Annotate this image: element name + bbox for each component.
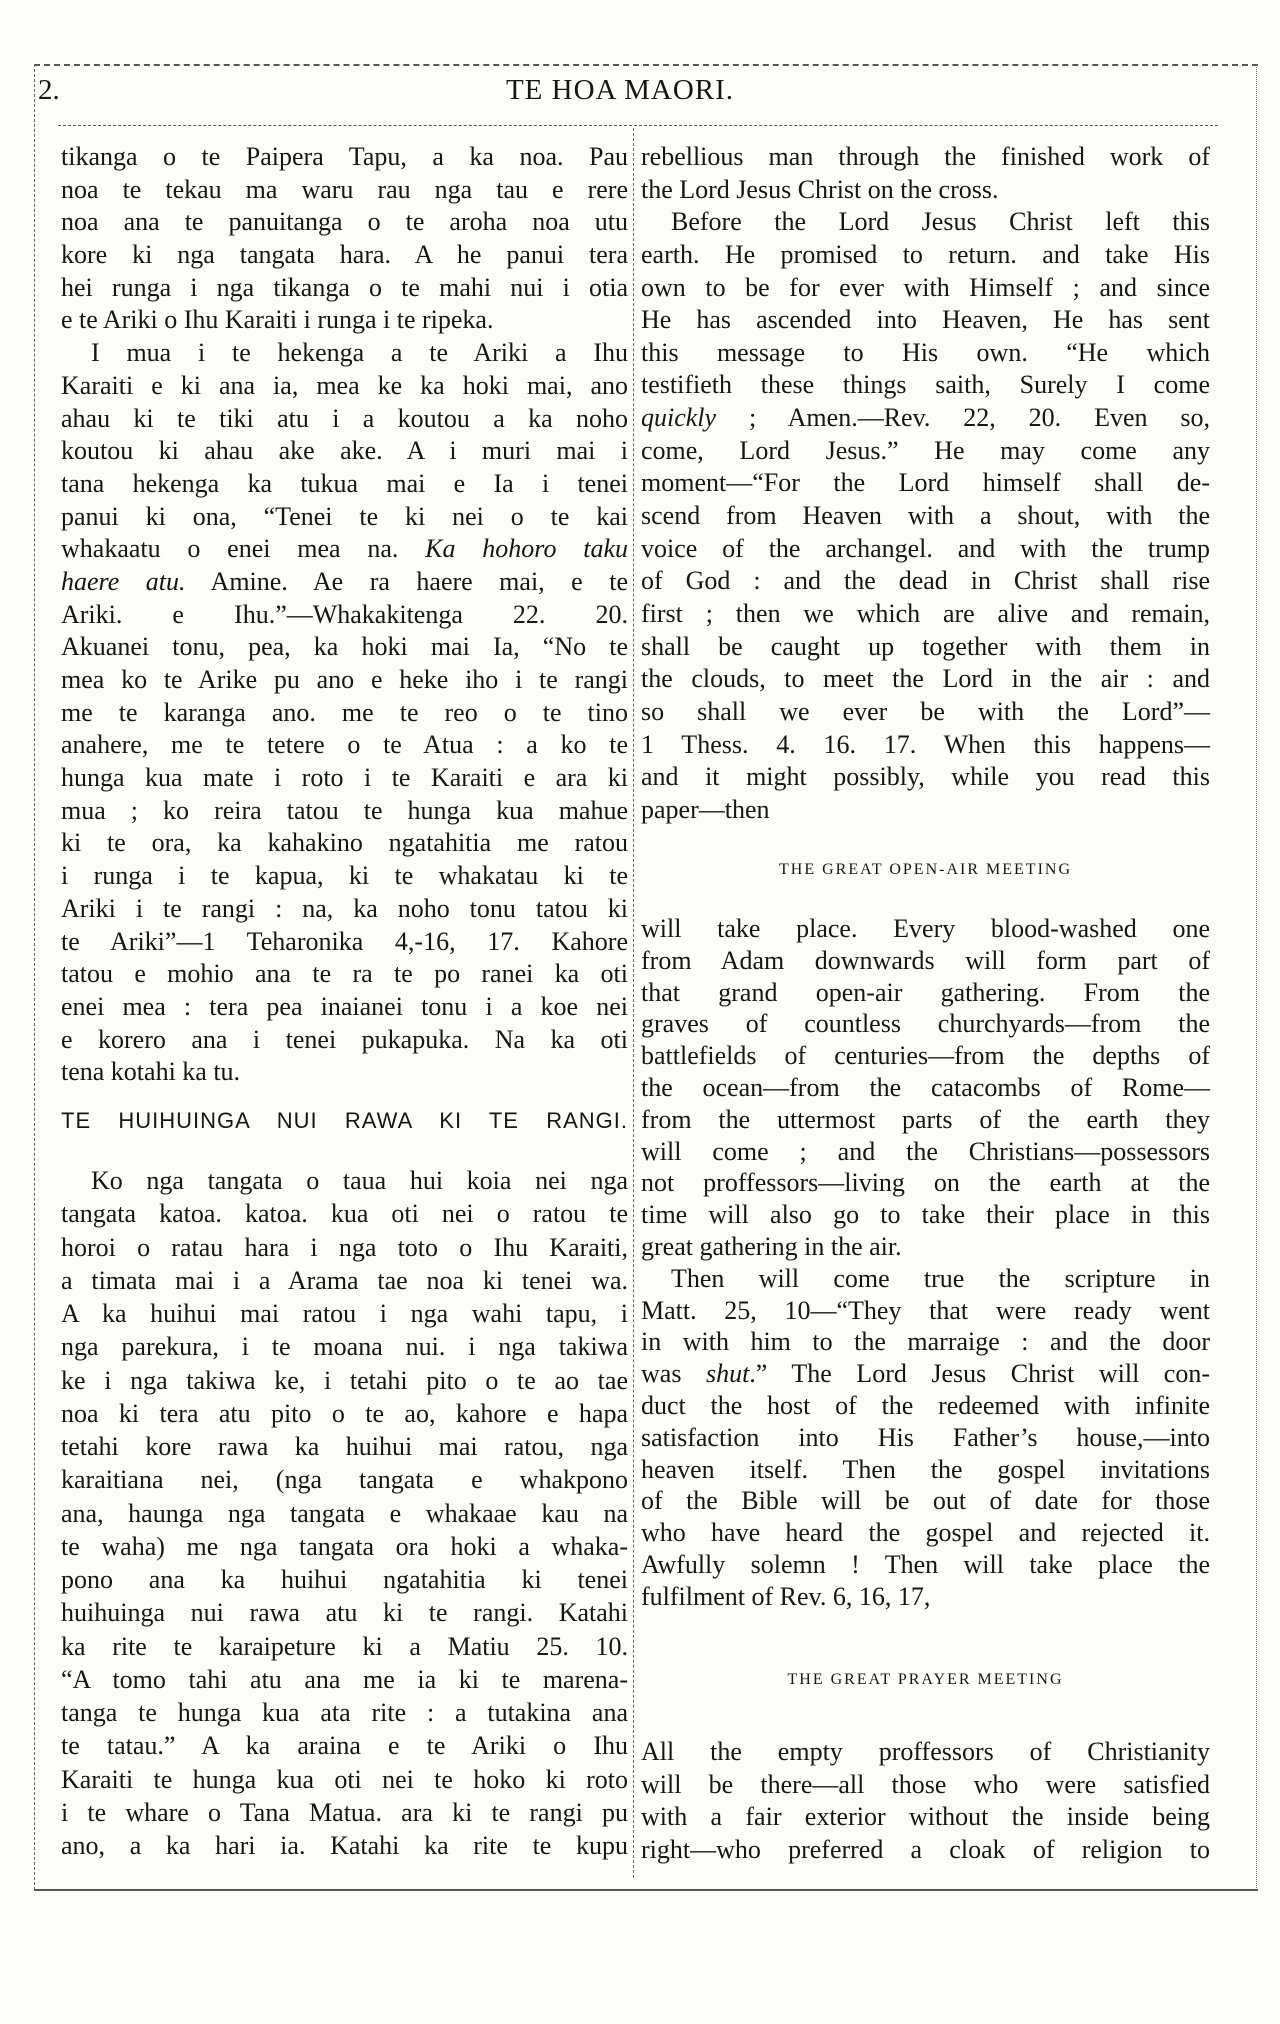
text-segment: voice of the archangel. and with the trump	[641, 533, 1210, 563]
text-line	[61, 1696, 628, 1729]
text-line	[641, 598, 1210, 631]
section-heading-open-air-meeting: THE GREAT OPEN-AIR MEETING	[778, 861, 1072, 878]
text-segment: “A tomo tahi atu ana me ia ki te marena-	[61, 1664, 628, 1694]
text-segment: in with him to the marraige : and the door	[641, 1327, 1210, 1357]
text-line	[641, 1072, 1210, 1104]
right-article-second-coming	[641, 141, 1210, 826]
text-line	[61, 631, 628, 664]
text-segment: enei mea : tera pea inaianei tonu i a koe nei	[61, 991, 628, 1021]
text-segment: i te whare o Tana Matua. ara ki te rangi pu	[61, 1797, 628, 1827]
text-segment: Akuanei tonu, pea, ka hoki mai Ia, “No te	[61, 632, 628, 662]
text-line	[641, 913, 1210, 945]
text-line	[641, 467, 1210, 500]
text-segment: karaitiana nei, (nga tangata e whakpono	[61, 1465, 628, 1495]
text-line	[61, 1497, 628, 1530]
text-line	[641, 729, 1210, 762]
text-segment: 1 Thess. 4. 16. 17. When this happens—	[641, 729, 1210, 759]
text-line	[641, 696, 1210, 729]
text-line	[61, 370, 628, 403]
text-line	[61, 1197, 628, 1230]
text-line	[641, 435, 1210, 468]
text-line	[641, 1136, 1210, 1168]
text-line	[61, 1829, 628, 1862]
text-line	[61, 795, 628, 828]
text-line	[641, 1104, 1210, 1136]
text-segment: i runga i te kapua, ki te whakatau ki te	[61, 861, 628, 891]
text-segment: hei runga i nga tikanga o te mahi nui i otia	[61, 272, 628, 302]
text-segment: was	[641, 1359, 706, 1389]
text-segment: A ka huihui mai ratou i nga wahi tapu, i	[61, 1299, 628, 1328]
text-segment: battlefields of centuries—from the depths of	[641, 1041, 1210, 1071]
page-number: 2.	[38, 74, 60, 106]
text-segment: Before the Lord Jesus Christ left this	[671, 207, 1210, 237]
text-line	[641, 1295, 1210, 1327]
text-segment: huihuinga nui rawa atu ki te rangi. Katahi	[61, 1598, 628, 1628]
text-segment: te tatau.” A ka araina e te Ariki o Ihu	[61, 1731, 628, 1761]
text-line	[641, 1358, 1210, 1390]
text-segment: scend from Heaven with a shout, with the	[641, 501, 1210, 531]
text-line	[61, 533, 628, 566]
text-segment: horoi o ratau hara i nga toto o Ihu Karaiti,	[61, 1232, 628, 1262]
text-line	[641, 1454, 1210, 1486]
text-segment: tena kotahi ka tu.	[61, 1057, 241, 1087]
text-line	[641, 141, 1210, 174]
text-segment: ke i nga takiwa ke, i tetahi pito o te ao tae	[61, 1365, 628, 1395]
text-segment: kore ki nga tangata hara. A he panui tera	[61, 240, 628, 270]
text-segment: duct the host of the redeemed with infinite	[641, 1390, 1210, 1420]
text-line	[641, 304, 1210, 337]
text-segment: Matt. 25, 10—“They that were ready went	[641, 1295, 1210, 1325]
header-rule	[58, 125, 1218, 126]
text-line	[641, 794, 1210, 827]
text-line	[641, 1263, 1210, 1295]
text-line	[641, 1834, 1210, 1867]
text-segment: panui ki ona, “Tenei te ki nei o te kai	[61, 501, 628, 531]
text-line	[61, 272, 628, 305]
text-segment: I mua i te hekenga a te Ariki a Ihu	[91, 338, 628, 368]
text-segment: Awfully solemn ! Then will take place the	[641, 1549, 1210, 1579]
text-segment: tetahi kore rawa ka huihui mai ratou, nga	[61, 1432, 628, 1461]
text-segment: Karaiti te hunga kua oti nei te hoko ki roto	[61, 1764, 628, 1794]
text-segment: who have heard the gospel and rejected it.	[641, 1518, 1210, 1548]
text-line	[641, 500, 1210, 533]
text-line	[61, 501, 628, 534]
text-segment: Ariki i te rangi : na, ka noho tonu tatou ki	[61, 893, 628, 923]
text-segment: moment—“For the Lord himself shall de-	[641, 468, 1210, 498]
text-line	[641, 977, 1210, 1009]
text-line	[61, 762, 628, 795]
text-segment: noa te tekau ma waru rau nga tau e rere	[61, 174, 628, 204]
text-segment: from Adam downwards will form part of	[641, 945, 1210, 975]
text-segment: ana, haunga nga tangata e whakaae kau na	[61, 1498, 628, 1528]
text-segment: Karaiti e ki ana ia, mea ke ka hoki mai, ano	[61, 370, 628, 400]
text-line	[641, 1199, 1210, 1231]
text-line	[641, 1326, 1210, 1358]
text-line	[641, 272, 1210, 305]
text-segment: shall be caught up together with them in	[641, 631, 1210, 661]
text-segment: He has ascended into Heaven, He has sent	[641, 305, 1210, 335]
text-line	[641, 1485, 1210, 1517]
text-line	[61, 1663, 628, 1696]
text-segment: will take place. Every blood-washed one	[641, 914, 1210, 943]
right-border	[1256, 64, 1257, 1890]
text-line	[61, 729, 628, 762]
text-line	[61, 958, 628, 991]
text-segment: All the empty proffessors of Christianity	[641, 1737, 1210, 1766]
text-line	[61, 1056, 628, 1089]
text-segment: tatou e mohio ana te ra te po ranei ka oti	[61, 959, 628, 989]
text-segment: of God : and the dead in Christ shall rise	[641, 566, 1210, 596]
text-segment: ; Amen.—Rev. 22, 20. Even so,	[716, 403, 1210, 433]
text-line	[61, 926, 628, 959]
text-segment: nga parekura, i te moana nui. i nga takiwa	[61, 1332, 628, 1362]
text-segment: noa ana te panuitanga o te aroha noa utu	[61, 207, 628, 237]
left-article-maori-intro	[61, 141, 628, 1089]
right-article-prayer-meeting	[641, 1736, 1210, 1867]
text-line	[641, 1390, 1210, 1422]
text-segment: great gathering in the air.	[641, 1231, 902, 1261]
text-line	[61, 1297, 628, 1330]
text-segment: and it might possibly, while you read this	[641, 762, 1210, 792]
italic-text: quickly	[641, 403, 717, 433]
text-segment: Ko nga tangata o taua hui koia nei nga	[91, 1166, 628, 1195]
text-line	[61, 1563, 628, 1596]
text-line	[61, 141, 628, 174]
text-segment: whakaatu o enei mea na.	[61, 534, 426, 564]
text-segment: rebellious man through the finished work of	[641, 142, 1210, 171]
text-segment: will be there—all those who were satisfied	[641, 1769, 1210, 1799]
text-segment: te waha) me nga tangata ora hoki a whaka-	[61, 1531, 628, 1561]
text-line	[641, 761, 1210, 794]
section-heading-prayer-meeting: THE GREAT PRAYER MEETING	[787, 1671, 1064, 1688]
text-line	[61, 1364, 628, 1397]
text-line	[61, 239, 628, 272]
text-segment: te Ariki”—1 Teharonika 4,-16, 17. Kahore	[61, 926, 628, 956]
italic-text: Ka hohoro taku	[425, 534, 628, 564]
italic-text: haere atu.	[61, 566, 186, 596]
text-line	[61, 1330, 628, 1363]
text-segment: fulfilment of Rev. 6, 16, 17,	[641, 1581, 931, 1611]
right-article-open-air-meeting	[641, 913, 1210, 1613]
text-line	[61, 174, 628, 207]
text-segment: Then will come true the scripture in	[671, 1263, 1210, 1293]
text-line	[641, 174, 1210, 207]
text-segment: me te karanga ano. me te reo o te tino	[61, 697, 628, 727]
text-line	[61, 468, 628, 501]
text-line	[61, 1397, 628, 1430]
text-line	[61, 664, 628, 697]
text-line	[641, 1549, 1210, 1581]
text-segment: come, Lord Jesus.” He may come any	[641, 435, 1210, 465]
text-segment: not proffessors—living on the earth at the	[641, 1168, 1210, 1198]
text-line	[641, 1231, 1210, 1263]
text-line	[61, 827, 628, 860]
text-segment: with a fair exterior without the inside being	[641, 1802, 1210, 1832]
text-segment: paper—then	[641, 794, 770, 824]
left-border	[34, 64, 35, 1890]
text-segment: graves of countless churchyards—from the	[641, 1009, 1210, 1039]
text-segment: Ariki. e Ihu.”—Whakakitenga 22. 20.	[61, 599, 628, 629]
text-line	[61, 1763, 628, 1796]
text-line	[641, 337, 1210, 370]
text-segment: tana hekenga ka tukua mai e Ia i tenei	[61, 468, 628, 498]
text-line	[641, 663, 1210, 696]
text-line	[641, 1167, 1210, 1199]
text-segment: will come ; and the Christians—possessors	[641, 1136, 1210, 1166]
text-line	[61, 1164, 628, 1197]
text-segment: e korero ana i tenei pukapuka. Na ka oti	[61, 1024, 628, 1054]
text-segment: from the uttermost parts of the earth they	[641, 1104, 1210, 1134]
text-line	[61, 435, 628, 468]
text-line	[641, 369, 1210, 402]
text-segment: the clouds, to meet the Lord in the air : and	[641, 664, 1210, 694]
text-line	[641, 1040, 1210, 1072]
text-line	[61, 1231, 628, 1264]
text-line	[61, 403, 628, 436]
text-line	[61, 337, 628, 370]
section-heading-te-huihuinga: TE HUIHUINGA NUI RAWA KI TE RANGI.	[61, 1108, 628, 1133]
text-line	[61, 893, 628, 926]
text-line	[641, 565, 1210, 598]
text-segment: pono ana ka huihui ngatahitia ki tenei	[61, 1565, 628, 1594]
text-line	[641, 402, 1210, 435]
text-segment: time will also go to take their place in this	[641, 1200, 1210, 1230]
text-line	[61, 1729, 628, 1762]
italic-text: shut	[705, 1359, 750, 1389]
text-line	[61, 206, 628, 239]
text-line	[61, 1024, 628, 1057]
text-segment: that grand open-air gathering. From the	[641, 977, 1210, 1007]
text-segment: hunga kua mate i roto i te Karaiti e ara ki	[61, 763, 628, 793]
text-line	[61, 1596, 628, 1629]
text-line	[61, 1630, 628, 1663]
text-line	[61, 1463, 628, 1496]
text-segment: ki te ora, ka kahakino ngatahitia me ratou	[61, 828, 628, 858]
text-segment: the Lord Jesus Christ on the cross.	[641, 174, 999, 204]
text-segment: Amine. Ae ra haere mai, e te	[185, 566, 628, 596]
text-line	[61, 991, 628, 1024]
text-line	[61, 304, 628, 337]
text-segment: mea ko te Arike pu ano e heke iho i te rangi	[61, 665, 628, 694]
text-segment: tangata katoa. katoa. kua oti nei o ratou te	[61, 1199, 628, 1229]
text-line	[61, 697, 628, 730]
text-segment: anahere, me te tetere o te Atua : a ko te	[61, 730, 628, 760]
text-line	[641, 945, 1210, 977]
text-line	[61, 566, 628, 599]
text-line	[641, 1008, 1210, 1040]
text-line	[641, 533, 1210, 566]
text-line	[61, 1530, 628, 1563]
text-line	[61, 1264, 628, 1297]
text-segment: ahau ki te tiki atu i a koutou a ka noho	[61, 403, 628, 433]
text-line	[61, 860, 628, 893]
text-segment: own to be for ever with Himself ; and since	[641, 272, 1210, 302]
text-segment: right—who preferred a cloak of religion to	[641, 1835, 1210, 1865]
text-segment: e te Ariki o Ihu Karaiti i runga i te ripeka.	[61, 305, 494, 335]
text-segment: the ocean—from the catacombs of Rome—	[641, 1072, 1210, 1102]
top-rule	[34, 64, 1258, 66]
text-segment: first ; then we which are alive and remain,	[641, 598, 1210, 628]
text-segment: tikanga o te Paipera Tapu, a ka noa. Pau	[61, 142, 628, 171]
text-segment: ka rite te karaipeture ki a Matiu 25. 10.	[61, 1631, 628, 1661]
text-segment: a timata mai i a Arama tae noa ki tenei wa.	[61, 1265, 628, 1295]
text-segment: .” The Lord Jesus Christ will con-	[749, 1359, 1211, 1389]
text-line	[641, 631, 1210, 664]
text-segment: of the Bible will be out of date for those	[641, 1486, 1210, 1516]
text-line	[61, 1796, 628, 1829]
text-line	[641, 206, 1210, 239]
text-segment: heaven itself. Then the gospel invitations	[641, 1454, 1210, 1484]
text-segment: tanga te hunga kua ata rite : a tutakina ana	[61, 1698, 628, 1727]
column-divider	[633, 128, 634, 1878]
text-segment: mua ; ko reira tatou te hunga kua mahue	[61, 795, 628, 825]
text-line	[641, 1801, 1210, 1834]
bottom-rule	[34, 1889, 1258, 1891]
text-line	[61, 599, 628, 632]
text-segment: so shall we ever be with the Lord”—	[641, 696, 1210, 726]
text-line	[641, 1736, 1210, 1769]
text-segment: earth. He promised to return. and take His	[641, 239, 1210, 269]
text-line	[641, 1517, 1210, 1549]
text-line	[641, 239, 1210, 272]
masthead-title: TE HOA MAORI.	[505, 74, 735, 106]
text-line	[641, 1581, 1210, 1613]
text-segment: noa ki tera atu pito o te ao, kahore e hapa	[61, 1398, 628, 1428]
text-line	[641, 1769, 1210, 1802]
text-segment: koutou ki ahau ake ake. A i muri mai i	[61, 436, 628, 466]
text-segment: ano, a ka hari ia. Katahi ka rite te kupu	[61, 1831, 628, 1860]
text-segment: satisfaction into His Father’s house,—into	[641, 1422, 1210, 1452]
text-line	[61, 1430, 628, 1463]
text-segment: this message to His own. “He which	[641, 337, 1210, 367]
text-segment: testifieth these things saith, Surely I come	[641, 370, 1210, 400]
left-article-te-huihuinga	[61, 1164, 628, 1862]
text-line	[641, 1422, 1210, 1454]
